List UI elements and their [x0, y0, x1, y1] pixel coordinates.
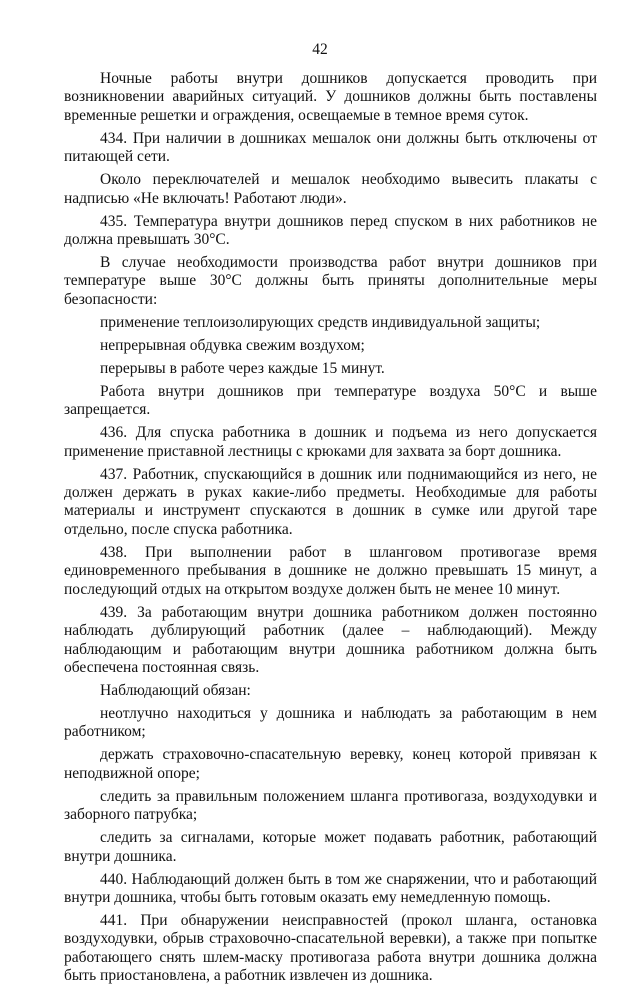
list-item-hold-rope: держать страховочно-спасательную веревку, конец которой привязан к неподвижной опоре; — [64, 746, 597, 782]
paragraph-439: 439. За работающим внутри дошника работником должен постоянно наблюдать дублирующий работник (далее – наблюдающий). Между наблюдающим и работающим внутри дошника работником должна быть обеспечена постоянная связь. — [64, 603, 597, 676]
paragraph-437: 437. Работник, спускающийся в дошник или поднимающийся из него, не должен держать в руках какие-либо предметы. Необходимые для работы материалы и инструмент спускаются в дошник в сумке или другой таре отдельно, после спуска работника. — [64, 465, 597, 538]
paragraph-night-work: Ночные работы внутри дошников допускается проводить при возникновении аварийных ситуаций. У дошников должны быть поставлены временные решетки и ограждения, освещаемые в темное время суток. — [64, 70, 597, 124]
page-number: 42 — [312, 41, 328, 58]
paragraph-436: 436. Для спуска работника в дошник и подъема из него допускается применение приставной лестницы с крюками для захвата за борт дошника. — [64, 424, 597, 460]
paragraph-observer-duties: Наблюдающий обязан: — [100, 681, 251, 699]
paragraph-warning-signs: Около переключателей и мешалок необходимо вывесить плакаты с надписью «Не включать! Работают люди». — [64, 171, 597, 207]
list-item-watch-hose: следить за правильным положением шланга противогаза, воздуходувки и заборного патрубка; — [64, 787, 597, 824]
paragraph-prohibition: Работа внутри дошников при температуре воздуха 50°C и выше запрещается. — [64, 382, 597, 419]
paragraph-438: 438. При выполнении работ в шланговом противогазе время единовременного пребывания в дошнике не должно превышать 15 минут, а последующий отдых на открытом воздухе должен быть не менее 10 минут. — [64, 543, 597, 598]
list-item-protection: применение теплоизолирующих средств индивидуальной защиты; — [100, 313, 541, 331]
list-item-watch-signals: следить за сигналами, которые может подавать работник, работающий внутри дошника. — [64, 829, 597, 865]
list-item-breaks: перерывы в работе через каждые 15 минут. — [100, 359, 385, 377]
list-item-ventilation: непрерывная обдувка свежим воздухом; — [100, 336, 365, 354]
list-item-stay-near: неотлучно находиться у дошника и наблюдать за работающим в нем работником; — [64, 704, 597, 741]
paragraph-440: 440. Наблюдающий должен быть в том же снаряжении, что и работающий внутри дошника, чтобы быть готовым оказать ему немедленную помощь. — [64, 870, 597, 906]
paragraph-434: 434. При наличии в дошниках мешалок они должны быть отключены от питающей сети. — [64, 129, 597, 166]
paragraph-extra-measures: В случае необходимости производства работ внутри дошников при температуре выше 30°C должны быть приняты дополнительные меры безопасности: — [64, 254, 597, 308]
paragraph-435: 435. Температура внутри дошников перед спуском в них работников не должна превышать 30°C. — [64, 212, 597, 249]
paragraph-441: 441. При обнаружении неисправностей (прокол шланга, остановка воздуходувки, обрыв страховочно-спасательной веревки), а также при попытке работающего снять шлем-маску противогаза работа внутри дошника должна быть приостановлена, а работник извлечен из дошника. — [64, 911, 597, 985]
document-body — [64, 70, 597, 990]
